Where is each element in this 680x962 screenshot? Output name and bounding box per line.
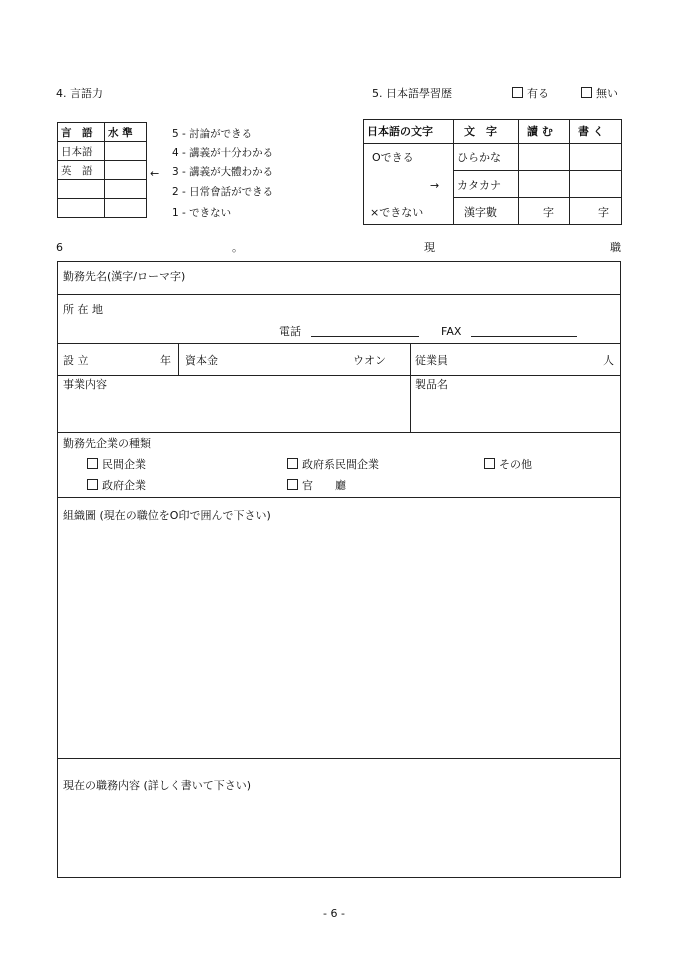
section5-title: 5. 日本語學習歴 <box>372 87 452 100</box>
language-table <box>57 122 147 218</box>
level-cell-4[interactable] <box>105 199 147 218</box>
level-cell-1[interactable] <box>105 142 147 161</box>
phone-field[interactable]: 電話 <box>279 325 419 337</box>
type-gov-private[interactable]: 政府系民間企業 <box>287 458 379 470</box>
business-label: 事業内容 <box>63 378 107 391</box>
type-other[interactable]: その他 <box>484 458 532 470</box>
type-public-office[interactable]: 官 廳 <box>287 479 346 491</box>
level-cell-3[interactable] <box>105 180 147 199</box>
address-label: 所 在 地 <box>63 303 103 316</box>
employees-label: 従業員 <box>415 354 448 367</box>
header-read: 讀 む <box>527 125 553 138</box>
level-5: 5 - 討論ができる <box>172 128 253 140</box>
won-label: ウオン <box>353 354 386 367</box>
header-characters: 文 字 <box>464 125 497 138</box>
checkbox-icon <box>87 458 98 469</box>
unit-char-write: 字 <box>598 206 609 219</box>
lang-row-4[interactable] <box>58 199 105 218</box>
legend-cannot: ×できない <box>370 206 424 219</box>
checkbox-icon <box>484 458 495 469</box>
section4-title: 4. 言語力 <box>56 87 103 100</box>
header-write: 書 く <box>578 125 604 138</box>
header-language: 言 語 <box>58 123 105 142</box>
year-label: 年 <box>160 354 171 367</box>
row-kanji: 漢字數 <box>464 206 497 219</box>
section6-dot: 。 <box>232 241 243 254</box>
arrow-right-icon: → <box>430 179 440 192</box>
type-government[interactable]: 政府企業 <box>87 479 146 491</box>
arrow-left-icon: ← <box>150 167 160 180</box>
section6-number: 6 <box>56 241 63 254</box>
established-label: 設 立 <box>63 354 89 367</box>
checkbox-icon <box>512 87 523 98</box>
page-number: - 6 - <box>323 907 345 920</box>
level-1: 1 - できない <box>172 207 232 219</box>
checkbox-icon <box>287 458 298 469</box>
option-yes[interactable]: 有る <box>512 87 549 99</box>
company-type-label: 勤務先企業の種類 <box>63 437 151 450</box>
section6-shoku: 職 <box>610 241 621 254</box>
section6-gen: 現 <box>424 241 435 254</box>
lang-row-1: 日本語 <box>58 142 105 161</box>
checkbox-icon <box>87 479 98 490</box>
unit-char-read: 字 <box>543 206 554 219</box>
header-script: 日本語の文字 <box>367 125 433 138</box>
checkbox-icon <box>581 87 592 98</box>
fax-field[interactable]: FAX <box>441 325 577 337</box>
job-desc-label: 現在の職務内容 (詳しく書いて下さい) <box>63 779 252 792</box>
level-cell-2[interactable] <box>105 161 147 180</box>
level-2: 2 - 日常會話ができる <box>172 186 274 198</box>
capital-label: 資本金 <box>185 354 218 367</box>
products-label: 製品名 <box>415 378 448 391</box>
type-private[interactable]: 民間企業 <box>87 458 146 470</box>
checkbox-icon <box>287 479 298 490</box>
level-3: 3 - 講義が大體わかる <box>172 166 274 178</box>
person-label: 人 <box>603 354 614 367</box>
row-katakana: カタカナ <box>457 179 501 192</box>
option-no[interactable]: 無い <box>581 87 618 99</box>
legend-can: Oできる <box>372 151 414 164</box>
lang-row-2: 英 語 <box>58 161 105 180</box>
row-hiragana: ひらかな <box>457 151 501 164</box>
lang-row-3[interactable] <box>58 180 105 199</box>
level-4: 4 - 講義が十分わかる <box>172 147 274 159</box>
employer-label: 勤務先名(漢字/ローマ字) <box>63 270 186 283</box>
header-level: 水 準 <box>105 123 147 142</box>
org-chart-label: 組織圖 (現在の職位をO印で囲んで下さい) <box>63 509 271 522</box>
